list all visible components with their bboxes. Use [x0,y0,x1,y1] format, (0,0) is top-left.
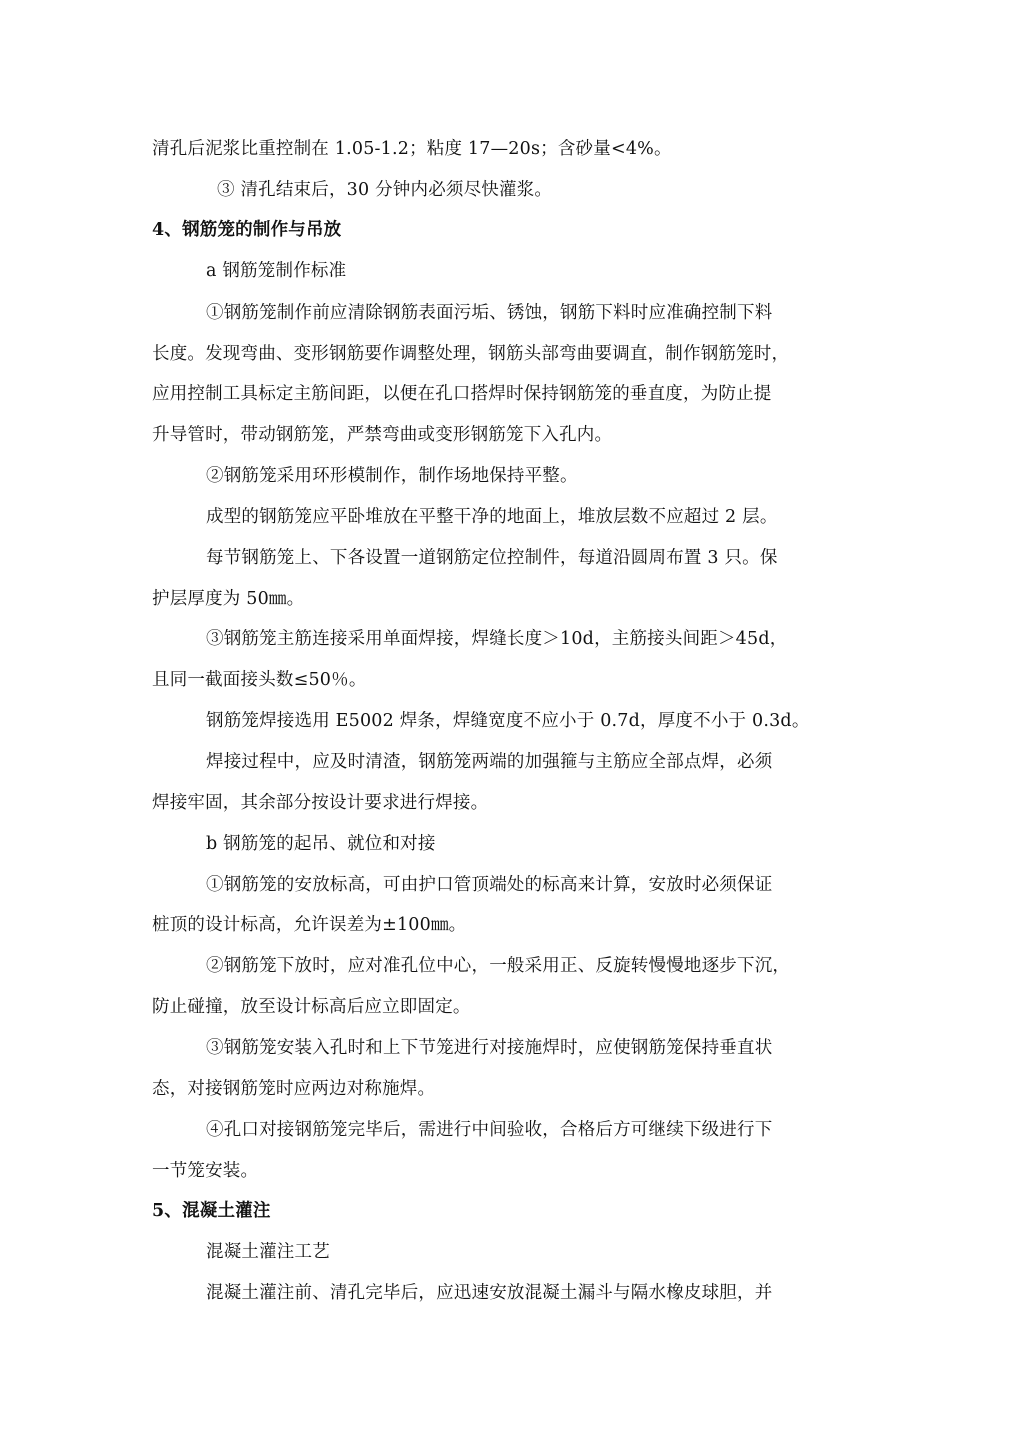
text-line: 防止碰撞，放至设计标高后应立即固定。 [152,997,471,1017]
text-line: 桩顶的设计标高，允许误差为±100㎜。 [152,915,467,935]
text-line: ①钢筋笼制作前应清除钢筋表面污垢、锈蚀，钢筋下料时应准确控制下料 [206,303,773,323]
text-line: 焊接过程中，应及时清渣，钢筋笼两端的加强箍与主筋应全部点焊，必须 [206,752,773,772]
subsection-heading: b 钢筋笼的起吊、就位和对接 [206,834,436,854]
text-line: 钢筋笼焊接选用 E5002 焊条，焊缝宽度不应小于 0.7d，厚度不小于 0.3d。 [206,711,810,731]
text-line: 应用控制工具标定主筋间距，以便在孔口搭焊时保持钢筋笼的垂直度，为防止提 [152,384,772,404]
text-line: 焊接牢固，其余部分按设计要求进行焊接。 [152,793,489,813]
text-line: 清孔后泥浆比重控制在 1.05-1.2；粘度 17—20s；含砂量<4%。 [152,139,672,159]
text-line: ③钢筋笼安装入孔时和上下节笼进行对接施焊时，应使钢筋笼保持垂直状 [206,1038,773,1058]
text-line: 升导管时，带动钢筋笼，严禁弯曲或变形钢筋笼下入孔内。 [152,425,613,445]
text-line: 长度。发现弯曲、变形钢筋要作调整处理，钢筋头部弯曲要调直，制作钢筋笼时， [152,344,790,364]
text-line: ②钢筋笼采用环形模制作，制作场地保持平整。 [206,466,578,486]
text-line: 混凝土灌注前、清孔完毕后，应迅速安放混凝土漏斗与隔水橡皮球胆，并 [206,1283,773,1303]
text-line: 每节钢筋笼上、下各设置一道钢筋定位控制件，每道沿圆周布置 3 只。保 [206,548,778,568]
subsection-heading: a 钢筋笼制作标准 [206,261,347,281]
text-line: ③ 清孔结束后，30 分钟内必须尽快灌浆。 [217,180,553,200]
text-line: ①钢筋笼的安放标高，可由护口管顶端处的标高来计算，安放时必须保证 [206,875,773,895]
text-line: ④孔口对接钢筋笼完毕后，需进行中间验收，合格后方可继续下级进行下 [206,1120,773,1140]
section-heading: 4、钢筋笼的制作与吊放 [152,220,342,240]
text-line: 一节笼安装。 [152,1161,259,1181]
text-line: ③钢筋笼主筋连接采用单面焊接，焊缝长度＞10d，主筋接头间距＞45d， [206,629,788,649]
section-heading: 5、混凝土灌注 [152,1201,271,1221]
text-line: 且同一截面接头数≤50％。 [152,670,367,690]
subsection-heading: 混凝土灌注工艺 [206,1242,330,1262]
text-line: 护层厚度为 50㎜。 [152,589,305,609]
text-line: ②钢筋笼下放时，应对准孔位中心，一般采用正、反旋转慢慢地逐步下沉， [206,956,791,976]
text-line: 成型的钢筋笼应平卧堆放在平整干净的地面上，堆放层数不应超过 2 层。 [206,507,778,527]
text-line: 态，对接钢筋笼时应两边对称施焊。 [152,1079,436,1099]
